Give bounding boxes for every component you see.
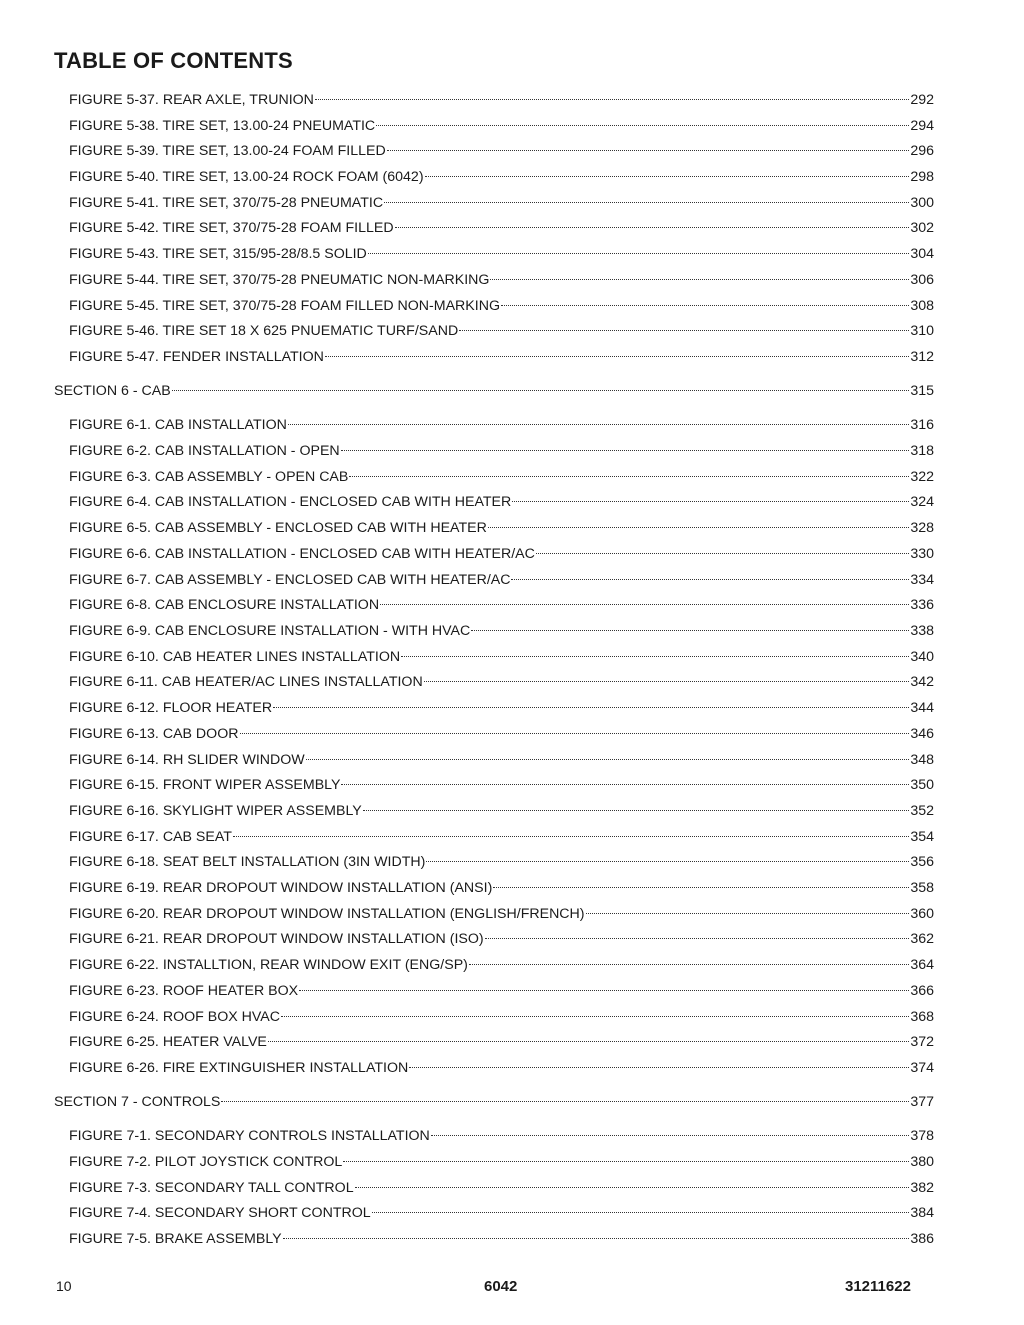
toc-entry-page: 377: [910, 1094, 934, 1110]
toc-figure-entry[interactable]: [69, 322, 934, 340]
dot-leader: [512, 501, 909, 502]
toc-entry-label: FIGURE 5-44. TIRE SET, 370/75-28 PNEUMATIC NON-MARKING: [69, 272, 490, 288]
toc-figure-entry[interactable]: [69, 622, 934, 640]
toc-entry-page: 324: [910, 494, 934, 510]
toc-entry-label: FIGURE 6-8. CAB ENCLOSURE INSTALLATION: [69, 597, 380, 613]
toc-figure-entry[interactable]: [69, 519, 934, 537]
toc-entry-page: 348: [910, 752, 934, 768]
toc-entry-label: FIGURE 5-45. TIRE SET, 370/75-28 FOAM FILLED NON-MARKING: [69, 298, 500, 314]
toc-figure-entry[interactable]: [69, 1127, 934, 1145]
toc-entry-label: FIGURE 5-38. TIRE SET, 13.00-24 PNEUMATIC: [69, 118, 376, 134]
toc-entry-page: 374: [910, 1060, 934, 1076]
toc-entry-page: 346: [910, 726, 934, 742]
toc-entry-label: FIGURE 6-21. REAR DROPOUT WINDOW INSTALLATION (ISO): [69, 931, 484, 947]
toc-entry-label: FIGURE 6-24. ROOF BOX HVAC: [69, 1009, 281, 1025]
toc-entry-label: FIGURE 6-17. CAB SEAT: [69, 829, 232, 845]
dot-leader: [424, 681, 910, 682]
toc-entry-label: FIGURE 5-41. TIRE SET, 370/75-28 PNEUMATIC: [69, 195, 384, 211]
dot-leader: [315, 99, 909, 100]
toc-figure-entry[interactable]: [69, 1204, 934, 1222]
toc-entry-label: FIGURE 6-25. HEATER VALVE: [69, 1034, 267, 1050]
dot-leader: [306, 759, 910, 760]
dot-leader: [288, 424, 909, 425]
toc-figure-entry[interactable]: [69, 1179, 934, 1197]
toc-entry-label: SECTION 7 - CONTROLS: [54, 1094, 221, 1110]
dot-leader: [368, 253, 910, 254]
toc-entry-page: 292: [910, 92, 934, 108]
toc-figure-entry[interactable]: [69, 442, 934, 460]
toc-entry-label: FIGURE 6-3. CAB ASSEMBLY - OPEN CAB: [69, 469, 349, 485]
dot-leader: [281, 1016, 909, 1017]
toc-figure-entry[interactable]: [69, 1059, 934, 1077]
dot-leader: [233, 836, 909, 837]
toc-entry-label: FIGURE 6-6. CAB INSTALLATION - ENCLOSED CAB WITH HEATER/AC: [69, 546, 535, 562]
toc-entry-page: 328: [910, 520, 934, 536]
toc-entry-label: FIGURE 6-14. RH SLIDER WINDOW: [69, 752, 305, 768]
toc-entry-page: 356: [910, 854, 934, 870]
dot-leader: [493, 887, 909, 888]
toc-entry-label: FIGURE 6-15. FRONT WIPER ASSEMBLY: [69, 777, 341, 793]
toc-entry-label: FIGURE 6-16. SKYLIGHT WIPER ASSEMBLY: [69, 803, 362, 819]
toc-entry-page: 344: [910, 700, 934, 716]
toc-entry-label: FIGURE 7-5. BRAKE ASSEMBLY: [69, 1231, 282, 1247]
page-title: TABLE OF CONTENTS: [54, 48, 293, 73]
toc-entry-label: FIGURE 6-12. FLOOR HEATER: [69, 700, 273, 716]
dot-leader: [299, 990, 909, 991]
dot-leader: [586, 913, 910, 914]
dot-leader: [536, 553, 909, 554]
toc-entry-label: FIGURE 5-39. TIRE SET, 13.00-24 FOAM FILLED: [69, 143, 386, 159]
toc-entry-label: FIGURE 6-9. CAB ENCLOSURE INSTALLATION - WITH HVAC: [69, 623, 471, 639]
toc-entry-label: FIGURE 6-13. CAB DOOR: [69, 726, 239, 742]
dot-leader: [363, 810, 910, 811]
toc-figure-entry[interactable]: [69, 751, 934, 769]
toc-entry-label: FIGURE 5-40. TIRE SET, 13.00-24 ROCK FOAM (6042): [69, 169, 424, 185]
dot-leader: [511, 579, 909, 580]
toc-entry-label: FIGURE 7-3. SECONDARY TALL CONTROL: [69, 1180, 354, 1196]
dot-leader: [384, 202, 909, 203]
toc-section-entry[interactable]: [54, 382, 934, 400]
dot-leader: [380, 604, 909, 605]
toc-figure-entry[interactable]: [69, 117, 934, 135]
toc-entry-label: FIGURE 5-43. TIRE SET, 315/95-28/8.5 SOLID: [69, 246, 367, 262]
dot-leader: [401, 656, 909, 657]
toc-figure-entry[interactable]: [69, 596, 934, 614]
toc-figure-entry[interactable]: [69, 468, 934, 486]
toc-entry-page: 342: [910, 674, 934, 690]
toc-entry-page: 358: [910, 880, 934, 896]
toc-entry-label: FIGURE 7-2. PILOT JOYSTICK CONTROL: [69, 1154, 343, 1170]
toc-figure-entry[interactable]: [69, 828, 934, 846]
toc-entry-label: SECTION 6 - CAB: [54, 383, 171, 399]
toc-entry-page: 300: [910, 195, 934, 211]
toc-figure-entry[interactable]: [69, 168, 934, 186]
toc-entry-page: 298: [910, 169, 934, 185]
toc-entry-label: FIGURE 6-11. CAB HEATER/AC LINES INSTALLATION: [69, 674, 423, 690]
toc-entry-page: 372: [910, 1034, 934, 1050]
toc-figure-entry[interactable]: [69, 245, 934, 263]
toc-entry-label: FIGURE 7-1. SECONDARY CONTROLS INSTALLATION: [69, 1128, 430, 1144]
toc-entry-label: FIGURE 6-22. INSTALLTION, REAR WINDOW EXIT (ENG/SP): [69, 957, 468, 973]
toc-entry-label: FIGURE 5-42. TIRE SET, 370/75-28 FOAM FILLED: [69, 220, 394, 236]
toc-figure-entry[interactable]: [69, 545, 934, 563]
toc-entry-page: 378: [910, 1128, 934, 1144]
dot-leader: [341, 450, 910, 451]
toc-entry-label: FIGURE 6-26. FIRE EXTINGUISHER INSTALLATION: [69, 1060, 409, 1076]
toc-entry-page: 296: [910, 143, 934, 159]
dot-leader: [387, 150, 910, 151]
toc-entry-label: FIGURE 6-18. SEAT BELT INSTALLATION (3IN WIDTH): [69, 854, 426, 870]
toc-figure-entry[interactable]: [69, 802, 934, 820]
toc-entry-page: 366: [910, 983, 934, 999]
toc-entry-page: 312: [910, 349, 934, 365]
toc-entry-label: FIGURE 6-23. ROOF HEATER BOX: [69, 983, 299, 999]
toc-entry-page: 340: [910, 649, 934, 665]
dot-leader: [471, 630, 909, 631]
toc-entry-page: 315: [910, 383, 934, 399]
toc-figure-entry[interactable]: [69, 725, 934, 743]
toc-entry-label: FIGURE 5-47. FENDER INSTALLATION: [69, 349, 324, 365]
toc-figure-entry[interactable]: [69, 571, 934, 589]
dot-leader: [501, 305, 909, 306]
toc-figure-entry[interactable]: [69, 194, 934, 212]
toc-entry-label: FIGURE 5-46. TIRE SET 18 X 625 PNUEMATIC TURF/SAND: [69, 323, 459, 339]
dot-leader: [485, 938, 910, 939]
toc-entry-page: 362: [910, 931, 934, 947]
toc-entry-page: 350: [910, 777, 934, 793]
toc-entry-page: 354: [910, 829, 934, 845]
toc-entry-page: 308: [910, 298, 934, 314]
toc-figure-entry[interactable]: [69, 648, 934, 666]
toc-entry-label: FIGURE 6-5. CAB ASSEMBLY - ENCLOSED CAB WITH HEATER: [69, 520, 487, 536]
toc-figure-entry[interactable]: [69, 1153, 934, 1171]
dot-leader: [240, 733, 910, 734]
toc-figure-entry[interactable]: [69, 91, 934, 109]
toc-entry-page: 304: [910, 246, 934, 262]
footer-page-number: 10: [56, 1278, 72, 1294]
toc-entry-label: FIGURE 6-19. REAR DROPOUT WINDOW INSTALLATION (ANSI): [69, 880, 493, 896]
dot-leader: [425, 176, 910, 177]
toc-entry-label: FIGURE 6-1. CAB INSTALLATION: [69, 417, 287, 433]
dot-leader: [221, 1101, 909, 1102]
toc-figure-entry[interactable]: [69, 1230, 934, 1248]
toc-figure-entry[interactable]: [69, 142, 934, 160]
toc-figure-entry[interactable]: [69, 930, 934, 948]
toc-entry-page: 294: [910, 118, 934, 134]
toc-figure-entry[interactable]: [69, 348, 934, 366]
toc-entry-page: 310: [910, 323, 934, 339]
footer-model: 6042: [484, 1278, 518, 1295]
dot-leader: [469, 964, 909, 965]
toc-figure-entry[interactable]: [69, 776, 934, 794]
toc-figure-entry[interactable]: [69, 271, 934, 289]
toc-entry-label: FIGURE 6-10. CAB HEATER LINES INSTALLATION: [69, 649, 401, 665]
toc-entry-page: 360: [910, 906, 934, 922]
toc-entry-page: 364: [910, 957, 934, 973]
dot-leader: [273, 707, 909, 708]
dot-leader: [172, 390, 910, 391]
toc-entry-page: 322: [910, 469, 934, 485]
toc-entry-page: 330: [910, 546, 934, 562]
toc-entry-page: 368: [910, 1009, 934, 1025]
toc-figure-entry[interactable]: [69, 982, 934, 1000]
toc-figure-entry[interactable]: [69, 699, 934, 717]
toc-entry-page: 334: [910, 572, 934, 588]
toc-section-entry[interactable]: [54, 1093, 934, 1111]
toc-figure-entry[interactable]: [69, 853, 934, 871]
dot-leader: [343, 1161, 909, 1162]
toc-figure-entry[interactable]: [69, 1033, 934, 1051]
toc-entry-label: FIGURE 7-4. SECONDARY SHORT CONTROL: [69, 1205, 371, 1221]
toc-entry-page: 306: [910, 272, 934, 288]
dot-leader: [426, 861, 909, 862]
toc-entry-page: 302: [910, 220, 934, 236]
dot-leader: [490, 279, 909, 280]
dot-leader: [349, 476, 909, 477]
dot-leader: [395, 227, 910, 228]
toc-entry-page: 338: [910, 623, 934, 639]
toc-entry-label: FIGURE 6-4. CAB INSTALLATION - ENCLOSED CAB WITH HEATER: [69, 494, 512, 510]
toc-entry-page: 318: [910, 443, 934, 459]
toc-figure-entry[interactable]: [69, 219, 934, 237]
dot-leader: [268, 1041, 909, 1042]
toc-entry-page: 382: [910, 1180, 934, 1196]
dot-leader: [283, 1238, 910, 1239]
dot-leader: [372, 1212, 910, 1213]
dot-leader: [341, 784, 909, 785]
dot-leader: [376, 125, 909, 126]
dot-leader: [409, 1067, 909, 1068]
toc-entry-page: 316: [910, 417, 934, 433]
dot-leader: [431, 1135, 910, 1136]
toc-entry-page: 384: [910, 1205, 934, 1221]
toc-entry-label: FIGURE 6-7. CAB ASSEMBLY - ENCLOSED CAB WITH HEATER/AC: [69, 572, 511, 588]
toc-entry-label: FIGURE 6-2. CAB INSTALLATION - OPEN: [69, 443, 340, 459]
dot-leader: [488, 527, 909, 528]
toc-figure-entry[interactable]: [69, 905, 934, 923]
toc-entry-label: FIGURE 6-20. REAR DROPOUT WINDOW INSTALLATION (ENGLISH/FRENCH): [69, 906, 585, 922]
footer-doc-number: 31211622: [845, 1278, 911, 1295]
toc-figure-entry[interactable]: [69, 493, 934, 511]
toc-figure-entry[interactable]: [69, 416, 934, 434]
toc-entry-label: FIGURE 5-37. REAR AXLE, TRUNION: [69, 92, 314, 108]
toc-figure-entry[interactable]: [69, 297, 934, 315]
toc-figure-entry[interactable]: [69, 673, 934, 691]
toc-figure-entry[interactable]: [69, 1008, 934, 1026]
toc-figure-entry[interactable]: [69, 956, 934, 974]
dot-leader: [355, 1187, 910, 1188]
dot-leader: [325, 356, 909, 357]
toc-entry-page: 386: [910, 1231, 934, 1247]
dot-leader: [459, 330, 909, 331]
toc-entry-page: 380: [910, 1154, 934, 1170]
toc-figure-entry[interactable]: [69, 879, 934, 897]
toc-entry-page: 352: [910, 803, 934, 819]
toc-entry-page: 336: [910, 597, 934, 613]
